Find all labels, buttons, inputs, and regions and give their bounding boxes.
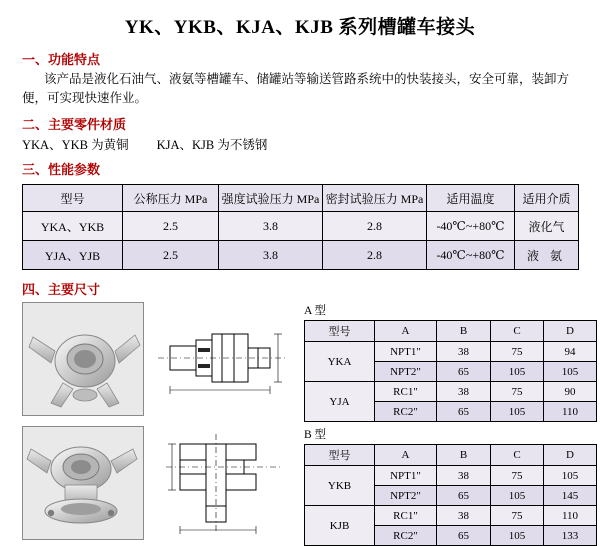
dim-b-model-1: KJB: [305, 506, 375, 546]
dimension-panel-a: [22, 302, 600, 420]
perf-col-4: 适用温度: [427, 185, 515, 212]
dim-b-col-0: 型号: [305, 445, 375, 466]
dim-b-col-1: A: [375, 445, 437, 466]
perf-col-0: 型号: [23, 185, 123, 212]
dim-a-g0-r1-c2: 105: [491, 362, 544, 382]
dim-a-col-0: 型号: [305, 321, 375, 342]
table-row: [305, 466, 597, 486]
features-text: 该产品是液化石油气、液氨等槽罐车、储罐站等输送管路系统中的快装接头，安全可靠，装卸方便，可实现快速作业。: [22, 72, 570, 105]
perf-r0-c1: 2.5: [123, 212, 219, 241]
section-heading-performance: 三、性能参数: [22, 162, 101, 177]
dim-b-col-3: C: [491, 445, 544, 466]
dim-b-g0-r0-c3: 105: [544, 466, 597, 486]
dim-a-g0-r0-c0: NPT1": [375, 342, 437, 362]
perf-r0-c3: 2.8: [323, 212, 427, 241]
dim-a-g0-r0-c3: 94: [544, 342, 597, 362]
dimension-table-b: [304, 444, 597, 546]
section-heading-material: 二、主要零件材质: [22, 117, 127, 132]
perf-r0-c2: 3.8: [219, 212, 323, 241]
perf-col-5: 适用介质: [515, 185, 579, 212]
dim-a-g1-r1-c1: 65: [437, 402, 491, 422]
table-row: [305, 342, 597, 362]
dim-b-g1-r0-c2: 75: [491, 506, 544, 526]
dim-b-model-0: YKB: [305, 466, 375, 506]
material-line: [22, 135, 600, 153]
dim-a-g0-r1-c3: 105: [544, 362, 597, 382]
dim-a-g0-r1-c0: NPT2": [375, 362, 437, 382]
dim-b-col-2: B: [437, 445, 491, 466]
perf-r1-c0: YJA、YJB: [23, 241, 123, 270]
dim-a-model-0: YKA: [305, 342, 375, 382]
dim-b-g1-r0-c3: 110: [544, 506, 597, 526]
table-row: [23, 241, 579, 270]
dim-b-g1-r1-c0: RC2": [375, 526, 437, 546]
dim-a-g1-r1-c0: RC2": [375, 402, 437, 422]
perf-r1-c4: -40℃~+80℃: [427, 241, 515, 270]
performance-header-row: [23, 185, 579, 212]
dim-b-g0-r0-c2: 75: [491, 466, 544, 486]
perf-r0-c0: YKA、YKB: [23, 212, 123, 241]
dim-a-g0-r1-c1: 65: [437, 362, 491, 382]
dim-a-g1-r0-c2: 75: [491, 382, 544, 402]
performance-table: [22, 184, 579, 270]
perf-r1-c2: 3.8: [219, 241, 323, 270]
type-label-a: A 型: [304, 305, 327, 317]
dimension-block-a: [304, 302, 596, 422]
dim-a-g1-r1-c2: 105: [491, 402, 544, 422]
dim-a-g0-r0-c1: 38: [437, 342, 491, 362]
coupling-drawing-a: [152, 302, 292, 414]
section-heading-dimensions: 四、主要尺寸: [22, 282, 101, 297]
features-paragraph: [22, 70, 582, 108]
dim-b-col-4: D: [544, 445, 597, 466]
section-heading-features: 一、功能特点: [22, 52, 101, 67]
perf-col-1: 公称压力 MPa: [123, 185, 219, 212]
dimension-block-b: [304, 426, 596, 546]
dimension-panel-b: [22, 426, 600, 544]
dim-b-header-row: [305, 445, 597, 466]
coupling-photo-b: [22, 426, 144, 540]
dim-a-g0-r0-c2: 75: [491, 342, 544, 362]
dim-b-g1-r1-c1: 65: [437, 526, 491, 546]
dimension-table-a: [304, 320, 597, 422]
dim-a-col-4: D: [544, 321, 597, 342]
type-label-b: B 型: [304, 429, 327, 441]
dim-a-g1-r0-c1: 38: [437, 382, 491, 402]
perf-r1-c5: 液 氨: [515, 241, 579, 270]
dim-b-g0-r1-c3: 145: [544, 486, 597, 506]
dim-b-g0-r1-c2: 105: [491, 486, 544, 506]
dim-b-g1-r1-c2: 105: [491, 526, 544, 546]
table-row: [23, 212, 579, 241]
dim-b-g1-r1-c3: 133: [544, 526, 597, 546]
dim-a-g1-r0-c3: 90: [544, 382, 597, 402]
dim-a-model-1: YJA: [305, 382, 375, 422]
material-right: KJA、KJB 为不锈钢: [156, 138, 268, 152]
perf-r1-c3: 2.8: [323, 241, 427, 270]
dim-b-g0-r1-c0: NPT2": [375, 486, 437, 506]
dim-a-header-row: [305, 321, 597, 342]
perf-r1-c1: 2.5: [123, 241, 219, 270]
coupling-drawing-b: [152, 426, 292, 538]
coupling-photo-a: [22, 302, 144, 416]
dim-b-g0-r0-c1: 38: [437, 466, 491, 486]
perf-r0-c5: 液化气: [515, 212, 579, 241]
dim-b-g1-r0-c1: 38: [437, 506, 491, 526]
material-left: YKA、YKB 为黄铜: [22, 138, 129, 152]
dim-b-g1-r0-c0: RC1": [375, 506, 437, 526]
perf-col-2: 强度试验压力 MPa: [219, 185, 323, 212]
dim-a-col-2: B: [437, 321, 491, 342]
dim-a-col-1: A: [375, 321, 437, 342]
page-title: YK、YKB、KJA、KJB 系列槽罐车接头: [124, 17, 476, 38]
dim-a-col-3: C: [491, 321, 544, 342]
dim-b-g0-r1-c1: 65: [437, 486, 491, 506]
perf-col-3: 密封试验压力 MPa: [323, 185, 427, 212]
dim-a-g1-r1-c3: 110: [544, 402, 597, 422]
perf-r0-c4: -40℃~+80℃: [427, 212, 515, 241]
dim-b-g0-r0-c0: NPT1": [375, 466, 437, 486]
dim-a-g1-r0-c0: RC1": [375, 382, 437, 402]
table-row: [305, 382, 597, 402]
